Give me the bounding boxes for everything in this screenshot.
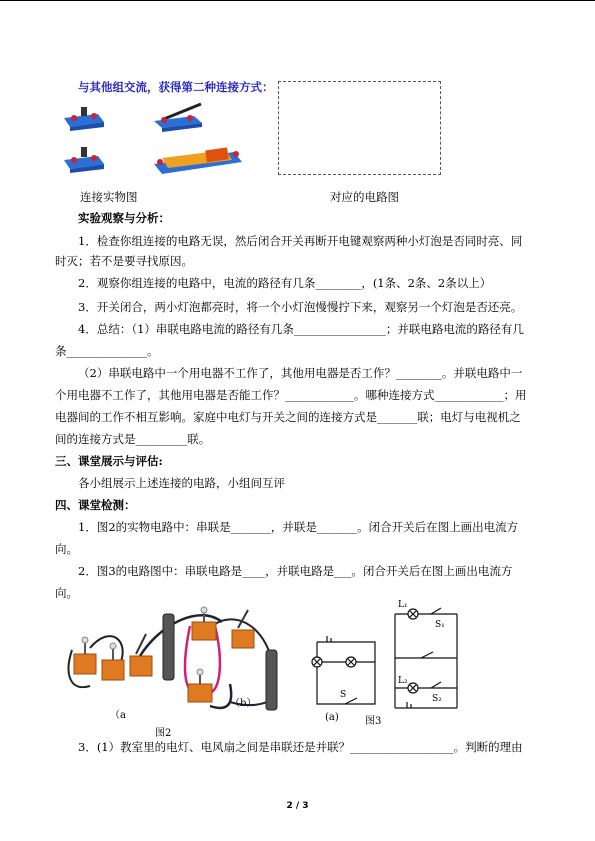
observe-q4b-line3: 电器间的工作不相互影响。家庭中电灯与开关之间的连接方式是_______联；电灯与电视机之 (55, 410, 521, 424)
fig3-caption: 图3 (365, 716, 382, 727)
page-number: 2 / 3 (286, 801, 309, 811)
check-q2-line1: 2．图3的电路图中：串联电路是____，并联电路是___。闭合开关后在图上画出电流方 (78, 564, 513, 578)
observe-q3: 3．开关闭合，两小灯泡都亮时，将一个小灯泡慢慢拧下来，观察另一个灯泡是否还亮。 (78, 300, 523, 314)
fig2a-battery (163, 614, 174, 680)
fig2-label-b: （b） (230, 698, 257, 709)
component-photos (56, 100, 246, 180)
fig3-S1: S₁ (435, 620, 445, 630)
page-top-rule (0, 0, 595, 1)
circuit-drawing-box[interactable] (278, 81, 441, 175)
fig2a-lamp-2 (102, 643, 124, 680)
exchange-heading: 与其他组交流，获得第二种连接方式： (78, 80, 274, 94)
lamp-holder-2 (64, 147, 104, 173)
section-three-body: 各小组展示上述连接的电路，小组间互评 (78, 476, 285, 490)
fig2-label-a: （a (110, 710, 126, 721)
check-q1-line2: 向。 (55, 542, 78, 556)
fig2b-battery (266, 650, 277, 710)
observe-q4-line1: 4．总结：（1）串联电路电流的路径有几条________________；并联电路电流的路径有几 (78, 322, 524, 336)
section-three-title: 三、课堂展示与评估: (55, 454, 163, 468)
fig2-caption: 图2 (155, 728, 172, 739)
circuit-diagram-label: 对应的电路图 (330, 190, 399, 204)
fig3-label-a: (a) (325, 712, 339, 723)
fig2b-lamp-1 (192, 607, 216, 640)
fig3-L2: L₂ (398, 676, 408, 686)
check-q2-line2: 向。 (55, 586, 78, 600)
fig2a-lamp-1 (74, 637, 96, 674)
physical-diagram-label: 连接实物图 (80, 190, 138, 204)
observe-title: 实验观察与分析： (78, 211, 170, 225)
observe-q4-line2: 条______________。 (55, 344, 159, 358)
battery-box (154, 147, 242, 174)
observe-q4b-line1: （2）串联电路中一个用电器不工作了，其他用电器是否工作？________。并联电路中一 (78, 366, 523, 380)
knife-switch (154, 104, 202, 132)
figure2-physical-circuits (60, 604, 285, 732)
observe-q4b-line4: 间的连接方式是_________联。 (55, 432, 211, 446)
fig3b-circuit (395, 608, 457, 708)
fig2b-lamp-2 (188, 669, 212, 702)
section-four-title: 四、课堂检测： (55, 498, 136, 512)
fig3-S2: S₂ (432, 694, 442, 704)
observe-q2: 2．观察你组连接的电路中，电流的路径有几条________，(1条、2条、2条以上） (78, 276, 492, 290)
observe-q1-line1: 1．检查你组连接的电路无误，然后闭合开关再断开电键观察两种小灯泡是否同时亮、同 (78, 234, 523, 248)
observe-q1-line2: 时灭；若不是要寻找原因。 (55, 254, 193, 268)
lamp-holder-1 (64, 107, 104, 131)
check-q3-line1: 3．(1）教室里的电灯、电风扇之间是串联还是并联？__________________。判断的理由 (78, 740, 523, 754)
check-q1-line1: 1．图2的实物电路中：串联是_______，并联是_______。闭合开关后在图上画出电流方 (78, 520, 519, 534)
fig3-S: S (340, 690, 347, 700)
fig2b-switch (232, 610, 254, 648)
observe-q4b-line2: 个用电器不工作了，其他用电器是否能工作？____________。哪种连接方式____________；用 (55, 388, 527, 402)
fig3-L1: L₁ (398, 600, 408, 610)
